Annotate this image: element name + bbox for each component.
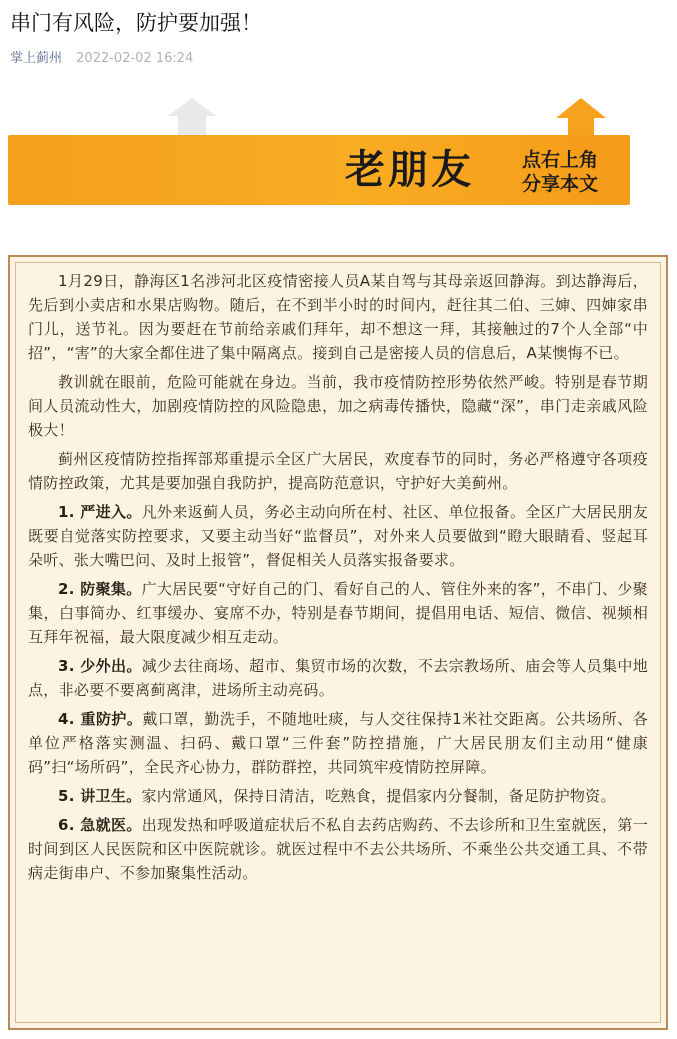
rule-text: 广大居民要“守好自己的门、看好自己的人、管住外来的客”，不串门、少聚集，白事简办、红事缓办、宴席不办，特别是春节期间，提倡用电话、短信、微信、视频相互拜年祝福，最大限度减少相互走动。 xyxy=(28,580,648,646)
rule-label: 6. 急就医。 xyxy=(58,816,142,834)
banner-sub-line2: 分享本文 xyxy=(522,173,599,195)
rule-label: 4. 重防护。 xyxy=(58,710,143,728)
article-body-frame xyxy=(8,255,668,1030)
rule-label: 5. 讲卫生。 xyxy=(58,787,142,805)
banner-sub-line1: 点右上角 xyxy=(522,149,599,171)
rule-label: 1. 严进入。 xyxy=(58,503,142,521)
rule-label: 3. 少外出。 xyxy=(58,657,142,675)
publish-time: 2022-02-02 16:24 xyxy=(76,51,194,66)
paragraph: 教训就在眼前，危险可能就在身边。当前，我市疫情防控形势依然严峻。特别是春节期间人员流动性大，加剧疫情防控的风险隐患，加之病毒传播快，隐藏“深”，串门走亲戚风险极大！ xyxy=(28,373,648,439)
paragraph: 蓟州区疫情防控指挥部郑重提示全区广大居民，欢度春节的同时，务必严格遵守各项疫情防控政策，尤其是要加强自我防护，提高防范意识，守护好大美蓟州。 xyxy=(28,450,648,492)
arrow-up-icon xyxy=(168,98,216,116)
rule-item xyxy=(28,813,648,885)
rule-text: 凡外来返蓟人员，务必主动向所在村、社区、单位报备。全区广大居民朋友既要自觉落实防控要求，又要主动当好“监督员”，对外来人员要做到“瞪大眼睛看、竖起耳朵听、张大嘴巴问、及时上报管”，督促相关人员落实报备要求。 xyxy=(28,503,648,569)
rule-text: 减少去往商场、超市、集贸市场的次数，不去宗教场所、庙会等人员集中地点，非必要不要离蓟离津，进场所主动亮码。 xyxy=(28,657,648,699)
rule-item xyxy=(28,577,648,649)
rule-item xyxy=(28,784,648,808)
arrow-up-icon xyxy=(556,98,606,118)
rule-label: 2. 防聚集。 xyxy=(58,580,142,598)
paragraph: 1月29日，静海区1名涉河北区疫情密接人员A某自驾与其母亲返回静海。到达静海后，先后到小卖店和水果店购物。随后，在不到半小时的时间内，赶往其二伯、三婶、四婶家串门儿，送节礼。因为要赶在节前给亲戚们拜年，却不想这一拜，其接触过的7个人全部“中招”，“害”的大家全都住进了集中隔离点。接到自己是密接人员的信息后，A某懊悔不已。 xyxy=(28,272,648,362)
banner-main-text: 老朋友 xyxy=(345,147,474,193)
rule-text: 家内常通风，保持日清洁，吃熟食，提倡家内分餐制，备足防护物资。 xyxy=(141,787,616,805)
rule-item xyxy=(28,500,648,572)
rule-text: 戴口罩，勤洗手，不随地吐痰，与人交往保持1米社交距离。公共场所、各单位严格落实测温、扫码、戴口罩“三件套”防控措施，广大居民朋友们主动用“健康码”扫“场所码”，全民齐心协力，群防群控，共同筑牢疫情防控屏障。 xyxy=(28,710,648,776)
rule-text: 出现发热和呼吸道症状后不私自去药店购药、不去诊所和卫生室就医，第一时间到区人民医院和区中医院就诊。就医过程中不去公共场所、不乘坐公共交通工具、不带病走街串户、不参加聚集性活动。 xyxy=(28,816,648,882)
share-banner xyxy=(0,98,677,218)
rule-item xyxy=(28,654,648,702)
article-title: 串门有风险，防护要加强！ xyxy=(10,11,262,35)
rule-item xyxy=(28,707,648,779)
account-link[interactable]: 掌上蓟州 xyxy=(10,51,63,66)
arrow-up-icon-stem xyxy=(178,116,206,136)
article-meta xyxy=(10,50,193,68)
article-body xyxy=(15,262,661,1023)
